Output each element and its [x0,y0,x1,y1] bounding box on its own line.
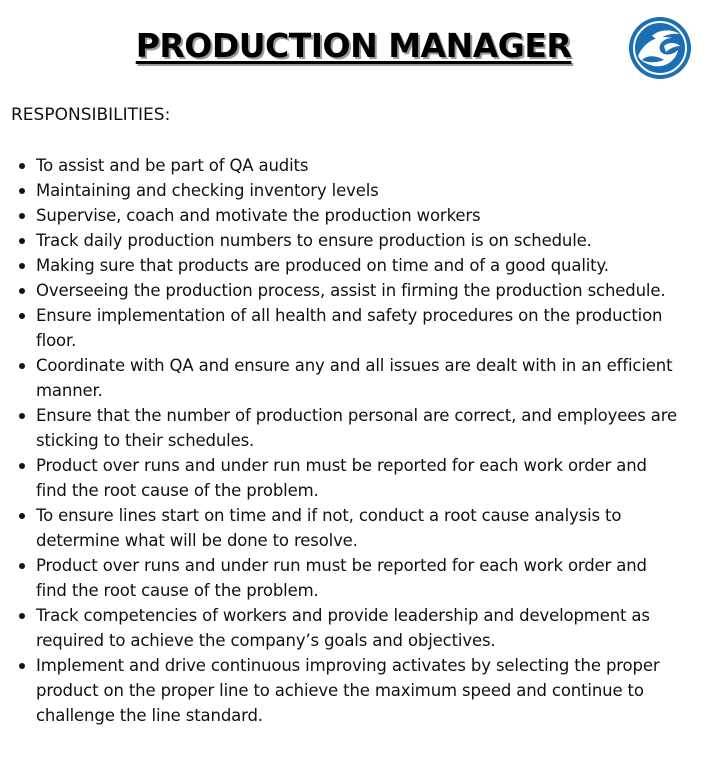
responsibilities-heading: RESPONSIBILITIES: [11,105,171,125]
list-item: Overseeing the production process, assist in firming the production schedule. [0,278,690,303]
list-item: Product over runs and under run must be reported for each work order and find the root cause of the problem. [0,453,690,503]
responsibilities-list [0,153,690,728]
list-item: Ensure implementation of all health and safety procedures on the production floor. [0,303,690,353]
list-item: Supervise, coach and motivate the production workers [0,203,690,228]
list-item: Maintaining and checking inventory levels [0,178,690,203]
list-item: To assist and be part of QA audits [0,153,690,178]
list-item: Track competencies of workers and provide leadership and development as required to achieve the company’s goals and objectives. [0,603,690,653]
list-item: To ensure lines start on time and if not, conduct a root cause analysis to determine what will be done to resolve. [0,503,690,553]
list-item: Track daily production numbers to ensure production is on schedule. [0,228,690,253]
list-item: Making sure that products are produced on time and of a good quality. [0,253,690,278]
list-item: Coordinate with QA and ensure any and all issues are dealt with in an efficient manner. [0,353,690,403]
list-item: Implement and drive continuous improving activates by selecting the proper product on the proper line to achieve the maximum speed and continue to challenge the line standard. [0,653,690,728]
page-title: PRODUCTION MANAGER [135,26,572,65]
wave-logo-icon [628,16,692,80]
list-item: Ensure that the number of production personal are correct, and employees are sticking to their schedules. [0,403,690,453]
list-item: Product over runs and under run must be reported for each work order and find the root cause of the problem. [0,553,690,603]
